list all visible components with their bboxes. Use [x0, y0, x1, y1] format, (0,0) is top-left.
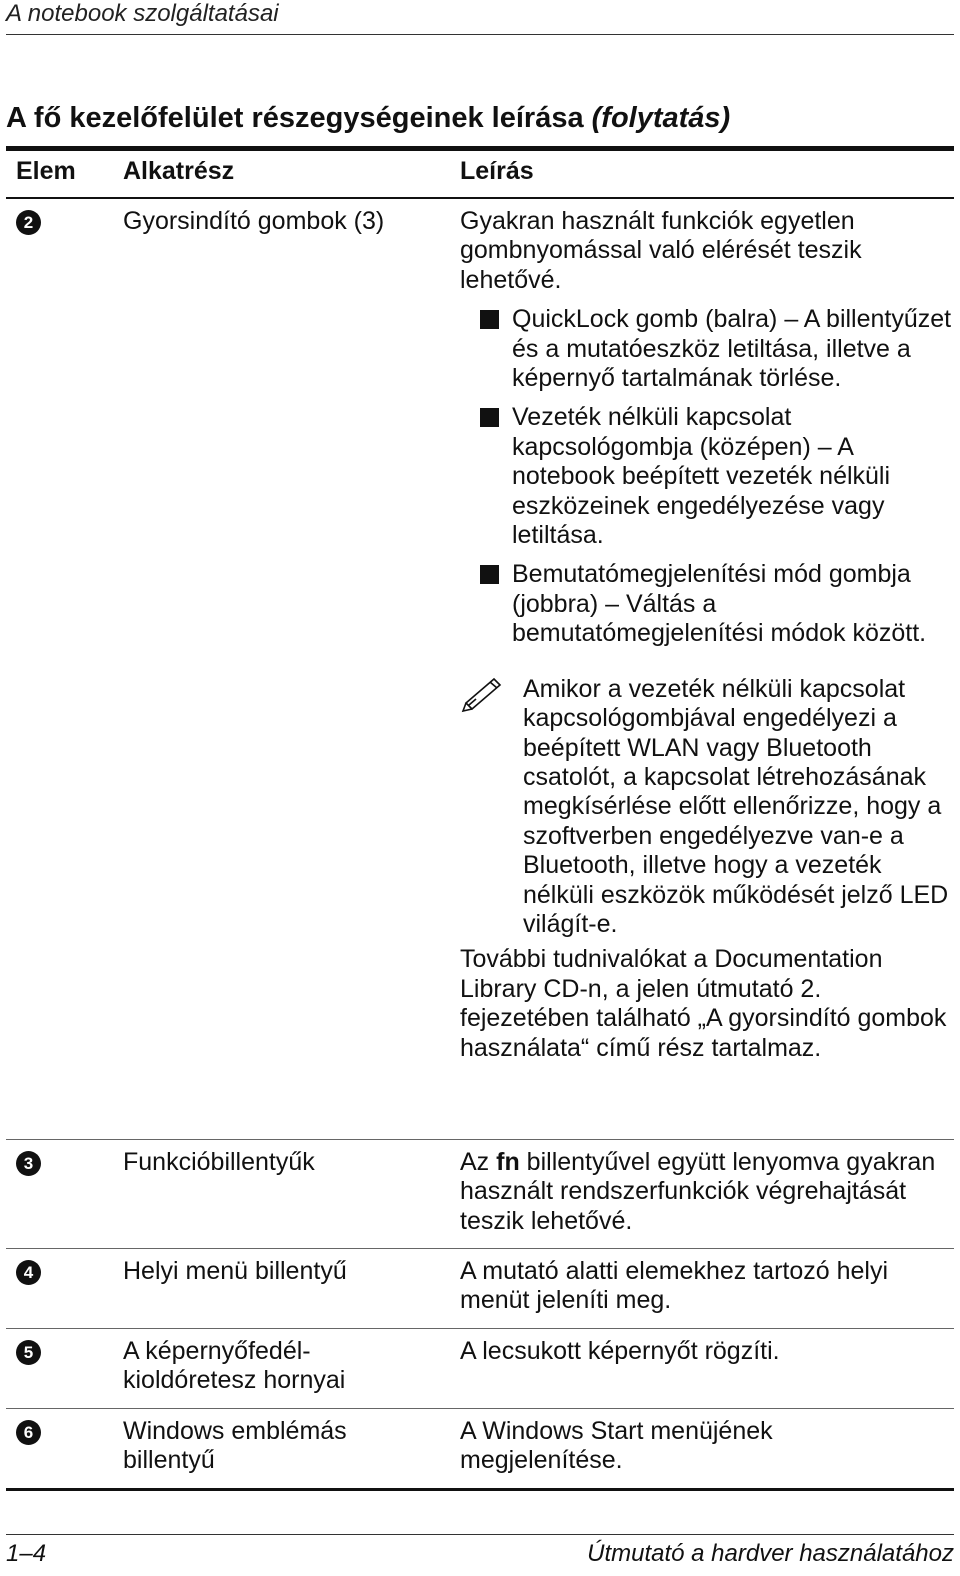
- components-table: [6, 146, 954, 1491]
- page-number: 1–4: [6, 1540, 47, 1567]
- table-row: [6, 199, 954, 1140]
- square-bullet-icon: [480, 565, 499, 584]
- column-header-part: Alkatrész: [123, 157, 235, 185]
- table-row: [6, 1140, 954, 1249]
- note-block: [460, 675, 954, 940]
- column-header-elem: Elem: [16, 157, 76, 185]
- component-name: Funkcióbillentyűk: [123, 1148, 315, 1176]
- fn-key-label: fn: [496, 1148, 520, 1176]
- bullet-text: Bemutatómegjelenítési mód gombja (jobbra) – Váltás a bemutatómegjelenítési módok között.: [512, 560, 927, 648]
- description-intro: Gyakran használt funkciók egyetlen gombnyomással való elérését teszik lehetővé.: [460, 207, 862, 294]
- book-title: Útmutató a hardver használatához: [587, 1540, 954, 1567]
- note-text: Amikor a vezeték nélküli kapcsolat kapcsológombjával engedélyezi a beépített WLAN vagy Bluetooth csatolót, a kapcsolat létrehozásának megkísérlése előtt ellenőrizze, hogy a szoftverben engedélyezve van-e a Bluetooth, illetve hogy a vezeték nélküli eszközök működését jelző LED világít-e.: [523, 674, 949, 938]
- component-description: A lecsukott képernyőt rögzíti.: [460, 1337, 780, 1365]
- title-continued: (folytatás): [591, 102, 731, 134]
- header-divider: [6, 34, 954, 35]
- component-description: A mutató alatti elemekhez tartozó helyi menüt jeleníti meg.: [460, 1257, 889, 1315]
- component-description: [460, 207, 954, 1063]
- pencil-note-icon: [460, 673, 508, 713]
- bullet-item: [460, 560, 954, 648]
- bullet-text: Vezeték nélküli kapcsolat kapcsológombja (középen) – A notebook beépített vezeték nélküli eszközeinek engedélyezése vagy letiltása.: [512, 403, 891, 550]
- component-name: Gyorsindító gombok (3): [123, 207, 385, 235]
- item-number-badge: 6: [16, 1417, 41, 1446]
- square-bullet-icon: [480, 310, 499, 329]
- component-name: Helyi menü billentyű: [123, 1257, 347, 1285]
- component-name: Windows emblémás billentyű: [123, 1417, 347, 1475]
- bullet-item: [460, 403, 954, 550]
- item-number-badge: 3: [16, 1148, 41, 1177]
- bullet-item: [460, 305, 954, 393]
- page-title: [6, 102, 730, 135]
- item-number-badge: 4: [16, 1257, 41, 1286]
- column-header-desc: Leírás: [460, 157, 534, 185]
- description-outro: További tudnivalókat a Documentation Library CD-n, a jelen útmutató 2. fejezetében található „A gyorsindító gombok használata“ című rész tartalmaz.: [460, 945, 947, 1062]
- item-number-badge: 5: [16, 1337, 41, 1366]
- component-name: A képernyőfedél-kioldóretesz hornyai: [123, 1337, 346, 1395]
- component-description: Az fn billentyűvel együtt lenyomva gyakran használt rendszerfunkciók végrehajtását teszik lehetővé.: [460, 1148, 936, 1235]
- footer-divider: [6, 1534, 954, 1535]
- item-number-badge: 2: [16, 207, 41, 236]
- square-bullet-icon: [480, 408, 499, 427]
- running-header: A notebook szolgáltatásai: [6, 0, 279, 27]
- component-description: A Windows Start menüjének megjelenítése.: [460, 1417, 773, 1475]
- table-row: [6, 1329, 954, 1409]
- bullet-text: QuickLock gomb (balra) – A billentyűzet és a mutatóeszköz letiltása, illetve a képernyő tartalmának törlése.: [512, 305, 952, 393]
- title-main: A fő kezelőfelület részegységeinek leírása: [6, 102, 592, 134]
- table-row: [6, 1249, 954, 1329]
- table-header: [6, 146, 954, 199]
- table-row: [6, 1409, 954, 1491]
